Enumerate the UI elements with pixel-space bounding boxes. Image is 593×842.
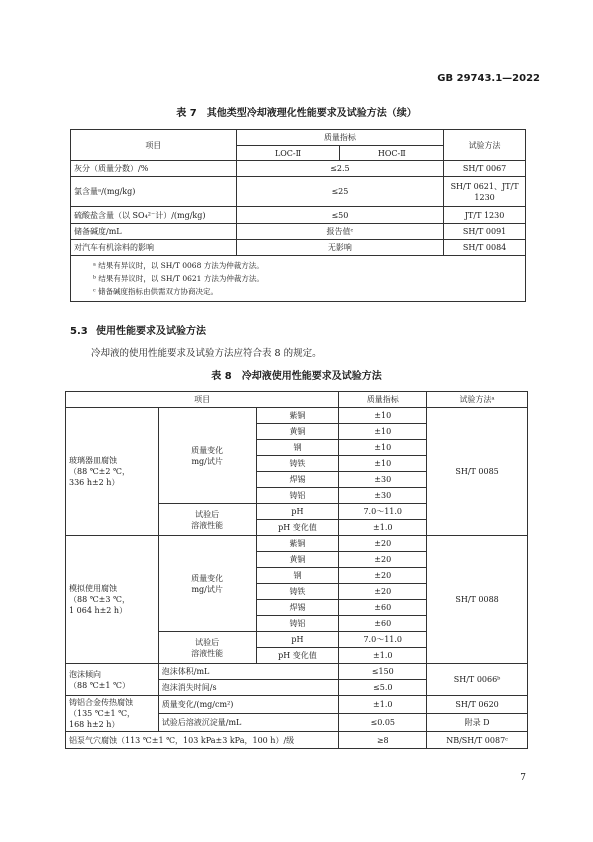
table7-note-c: ᶜ 储备碱度指标由供需双方协商决定。: [93, 287, 218, 296]
table-row: 焊锡 ±60: [66, 600, 528, 616]
document-code: GB 29743.1—2022: [437, 73, 540, 84]
simulated-corrosion-label: 模拟使用腐蚀 （88 ℃±3 ℃， 1 064 h±2 h）: [66, 536, 159, 664]
glassware-mass-label: 质量变化 mg/试片: [158, 408, 256, 504]
table-row: pH 变化值 ±1.0: [66, 648, 528, 664]
table-row: 试验后 溶液性能 pH 7.0～11.0: [66, 504, 528, 520]
table8: [65, 391, 528, 749]
table7-notes: [71, 256, 526, 302]
table7-head-quality: 质量指标: [236, 130, 444, 146]
section-heading: [70, 322, 206, 337]
table8-head-quality: 质量指标: [339, 392, 427, 408]
simulated-mass-label: 质量变化 mg/试片: [158, 536, 256, 632]
table-row: 铝泵气穴腐蚀（113 ℃±1 ℃，103 kPa±3 kPa，100 h）/级 ≥8 NB/SH/T 0087ᶜ: [66, 732, 528, 749]
pump-cavitation-label: 铝泵气穴腐蚀（113 ℃±1 ℃，103 kPa±3 kPa，100 h）/级: [66, 732, 339, 749]
table-row: 灰分（质量分数）/% ≤2.5 SH/T 0067: [71, 161, 526, 177]
table7: [70, 129, 526, 302]
table7-caption: 表 7 其他类型冷却液理化性能要求及试验方法（续）: [176, 108, 417, 119]
table-row: pH 变化值 ±1.0: [66, 520, 528, 536]
table-row: 泡沫倾向 （88 ℃±1 ℃） 泡沫体积/mL ≤150 SH/T 0066ᵇ: [66, 664, 528, 680]
table-row: 黄铜 ±10: [66, 424, 528, 440]
table-row: 氯含量ᵃ/(mg/kg) ≤25 SH/T 0621、JT/T 1230: [71, 177, 526, 207]
simulated-method: SH/T 0088: [427, 536, 528, 664]
simulated-after-label: 试验后 溶液性能: [158, 632, 256, 664]
alum-corrosion-label: 铸铝合金传热腐蚀 （135 ℃±1 ℃， 168 h±2 h）: [66, 696, 159, 732]
table-row: 泡沫消失时间/s ≤5.0: [66, 680, 528, 696]
table-row: 铸铝 ±60: [66, 616, 528, 632]
table-row: 铸铁 ±10: [66, 456, 528, 472]
table-row: 试验后溶液沉淀量/mL ≤0.05 附录 D: [66, 714, 528, 732]
table-row: 铸铝合金传热腐蚀 （135 ℃±1 ℃， 168 h±2 h） 质量变化/(mg/cm²) ±1.0 SH/T 0620: [66, 696, 528, 714]
table7-head-loc: LOC-Ⅱ: [236, 146, 340, 161]
table8-head-method: 试验方法ᵃ: [427, 392, 528, 408]
page-number: 7: [520, 773, 526, 783]
table-row: 黄铜 ±20: [66, 552, 528, 568]
table7-note-a: ᵃ 结果有异议时，以 SH/T 0068 方法为仲裁方法。: [93, 261, 264, 270]
table7-note-b: ᵇ 结果有异议时，以 SH/T 0621 方法为仲裁方法。: [93, 274, 264, 283]
glassware-method: SH/T 0085: [427, 408, 528, 536]
glassware-corrosion-label: 玻璃器皿腐蚀 （88 ℃±2 ℃， 336 h±2 h）: [66, 408, 159, 536]
section-title: 使用性能要求及试验方法: [96, 326, 206, 337]
table-row: 铸铝 ±30: [66, 488, 528, 504]
foam-method: SH/T 0066ᵇ: [427, 664, 528, 696]
table-row: 钢 ±10: [66, 440, 528, 456]
table-row: 模拟使用腐蚀 （88 ℃±3 ℃， 1 064 h±2 h） 质量变化 mg/试片 紫铜 ±20 SH/T 0088: [66, 536, 528, 552]
table-row: 试验后 溶液性能 pH 7.0～11.0: [66, 632, 528, 648]
table-row: 储备碱度/mL 报告值ᶜ SH/T 0091: [71, 224, 526, 240]
table-row: 玻璃器皿腐蚀 （88 ℃±2 ℃， 336 h±2 h） 质量变化 mg/试片 紫铜 ±10 SH/T 0085: [66, 408, 528, 424]
table7-head-hoc: HOC-Ⅱ: [340, 146, 444, 161]
table8-head-item: 项目: [66, 392, 339, 408]
table-row: 铸铁 ±20: [66, 584, 528, 600]
section-text: 冷却液的使用性能要求及试验方法应符合表 8 的规定。: [91, 348, 322, 359]
glassware-after-label: 试验后 溶液性能: [158, 504, 256, 536]
table7-head-method: 试验方法: [444, 130, 526, 161]
table-row: 焊锡 ±30: [66, 472, 528, 488]
section-number: 5.3: [70, 326, 88, 337]
foam-tendency-label: 泡沫倾向 （88 ℃±1 ℃）: [66, 664, 159, 696]
table-row: 钢 ±20: [66, 568, 528, 584]
table7-head-item: 项目: [71, 130, 237, 161]
table-row: 对汽车有机涂料的影响 无影响 SH/T 0084: [71, 240, 526, 256]
table8-caption: 表 8 冷却液使用性能要求及试验方法: [211, 371, 382, 382]
table-row: 硫酸盐含量（以 SO₄²⁻计）/(mg/kg) ≤50 JT/T 1230: [71, 207, 526, 224]
